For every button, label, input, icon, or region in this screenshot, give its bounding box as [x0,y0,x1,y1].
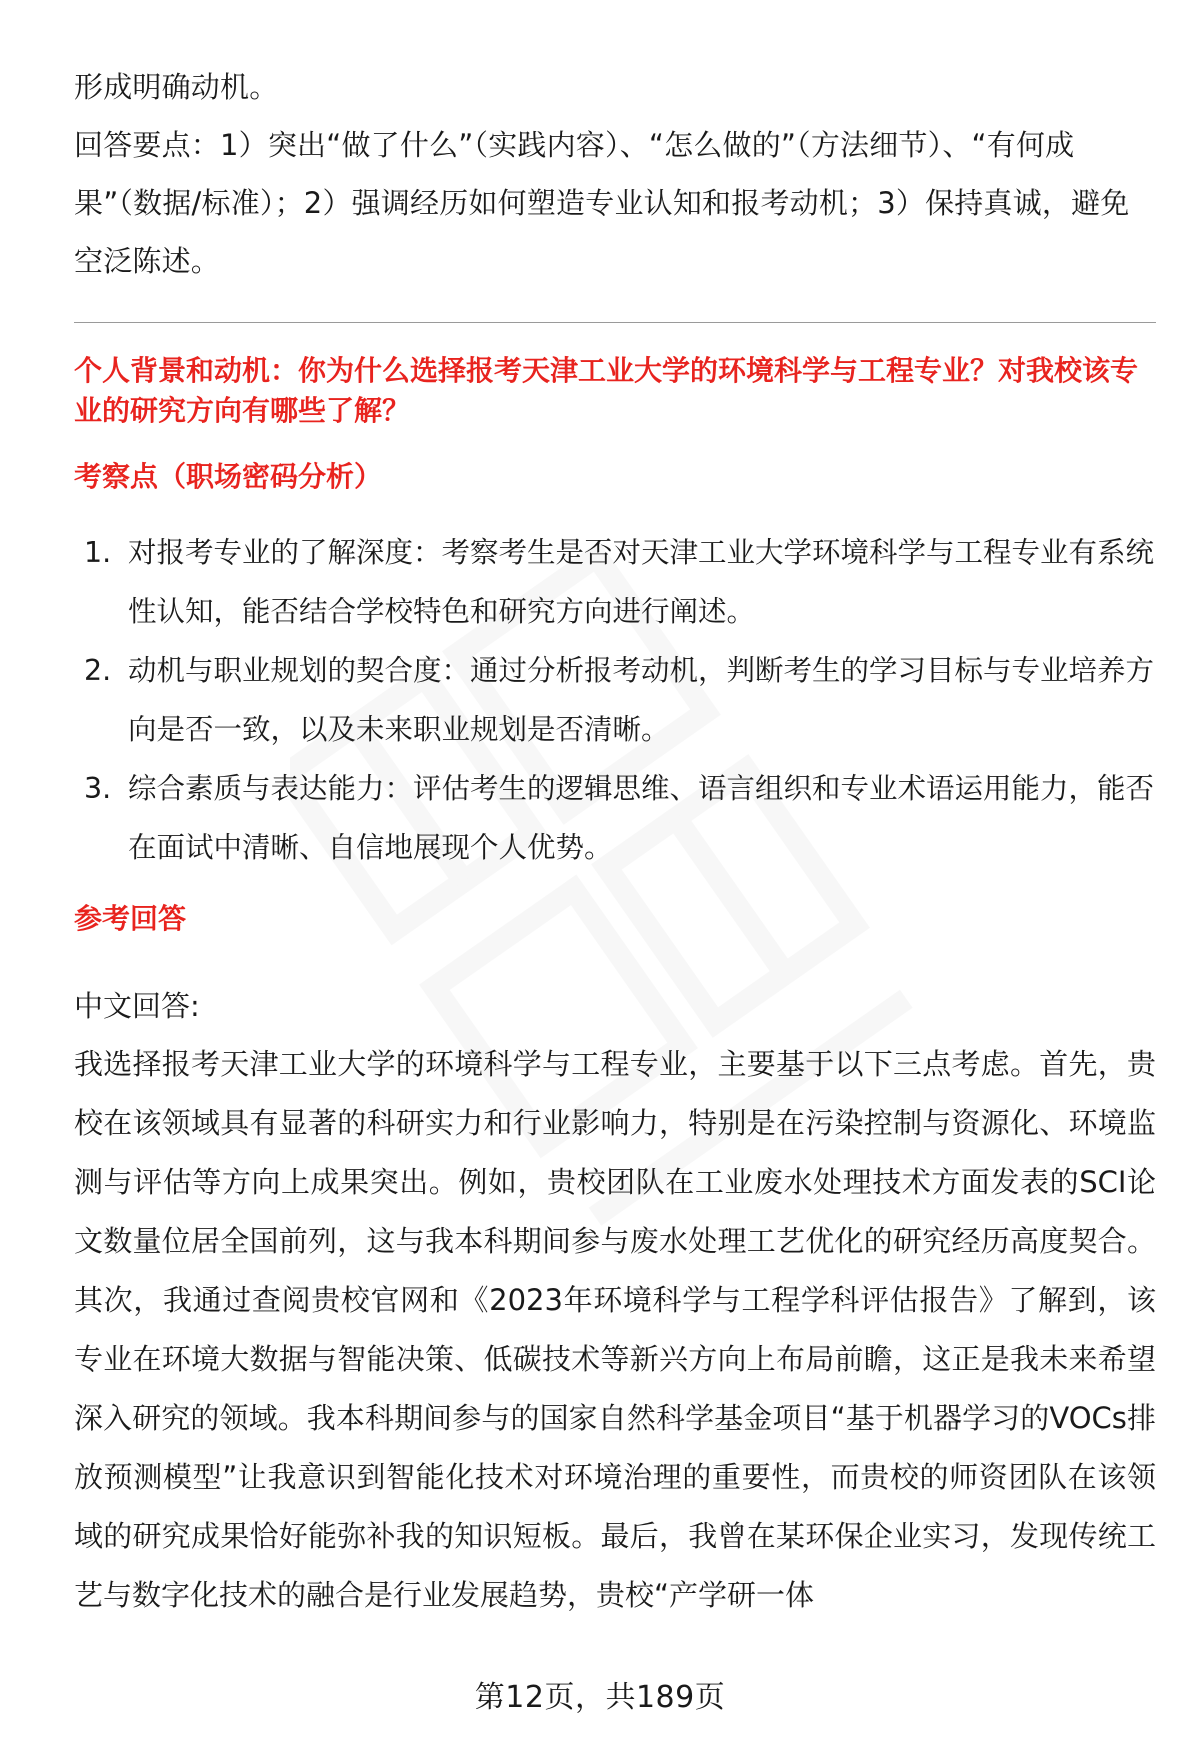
list-item [74,759,1156,877]
page-content [74,58,1156,1625]
list-item-text: 对报考专业的了解深度：考察考生是否对天津工业大学环境科学与工程专业有系统性认知，能否结合学校特色和研究方向进行阐述。 [128,536,1155,628]
list-item [74,641,1156,759]
question-title: 个人背景和动机：你为什么选择报考天津工业大学的环境科学与工程专业？对我校该专业的研究方向有哪些了解？ [74,354,1139,427]
reference-answer-text: 我选择报考天津工业大学的环境科学与工程专业，主要基于以下三点考虑。首先，贵校在该领域具有显著的科研实力和行业影响力，特别是在污染控制与资源化、环境监测与评估等方向上成果突出。例如，贵校团队在工业废水处理技术方面发表的SCI论文数量位居全国前列，这与我本科期间参与废水处理工艺优化的研究经历高度契合。其次，我通过查阅贵校官网和《2023年环境科学与工程学科评估报告》了解到，该专业在环境大数据与智能决策、低碳技术等新兴方向上布局前瞻，这正是我未来希望深入研究的领域。我本科期间参与的国家自然科学基金项目“基于机器学习的VOCs排放预测模型”让我意识到智能化技术对环境治理的重要性，而贵校的师资团队在该领域的研究成果恰好能弥补我的知识短板。最后，我曾在某环保企业实习，发现传统工艺与数字化技术的融合是行业发展趋势，贵校“产学研一体 [74,1047,1156,1612]
list-item-number: 2. [84,654,112,687]
chinese-answer-label: 中文回答: [74,989,200,1023]
section-divider [74,322,1156,323]
list-item-number: 3. [84,772,112,805]
page-number: 第12页，共189页 [474,1680,726,1715]
list-item [74,523,1156,641]
assessment-heading: 考察点（职场密码分析） [74,460,383,493]
list-item-text: 动机与职业规划的契合度：通过分析报考动机，判断考生的学习目标与专业培养方向是否一致，以及未来职业规划是否清晰。 [128,654,1155,746]
answer-points-text: 回答要点：1）突出“做了什么”（实践内容）、“怎么做的”（方法细节）、“有何成果”（数据/标准）；2）强调经历如何塑造专业认知和报考动机；3）保持真诚，避免空泛陈述。 [74,128,1130,278]
list-item-text: 综合素质与表达能力：评估考生的逻辑思维、语言组织和专业术语运用能力，能否在面试中清晰、自信地展现个人优势。 [128,772,1155,864]
assessment-list [74,523,1156,877]
list-item-number: 1. [84,536,112,569]
continuation-line: 形成明确动机。 [74,70,279,104]
reference-heading: 参考回答 [74,902,187,935]
